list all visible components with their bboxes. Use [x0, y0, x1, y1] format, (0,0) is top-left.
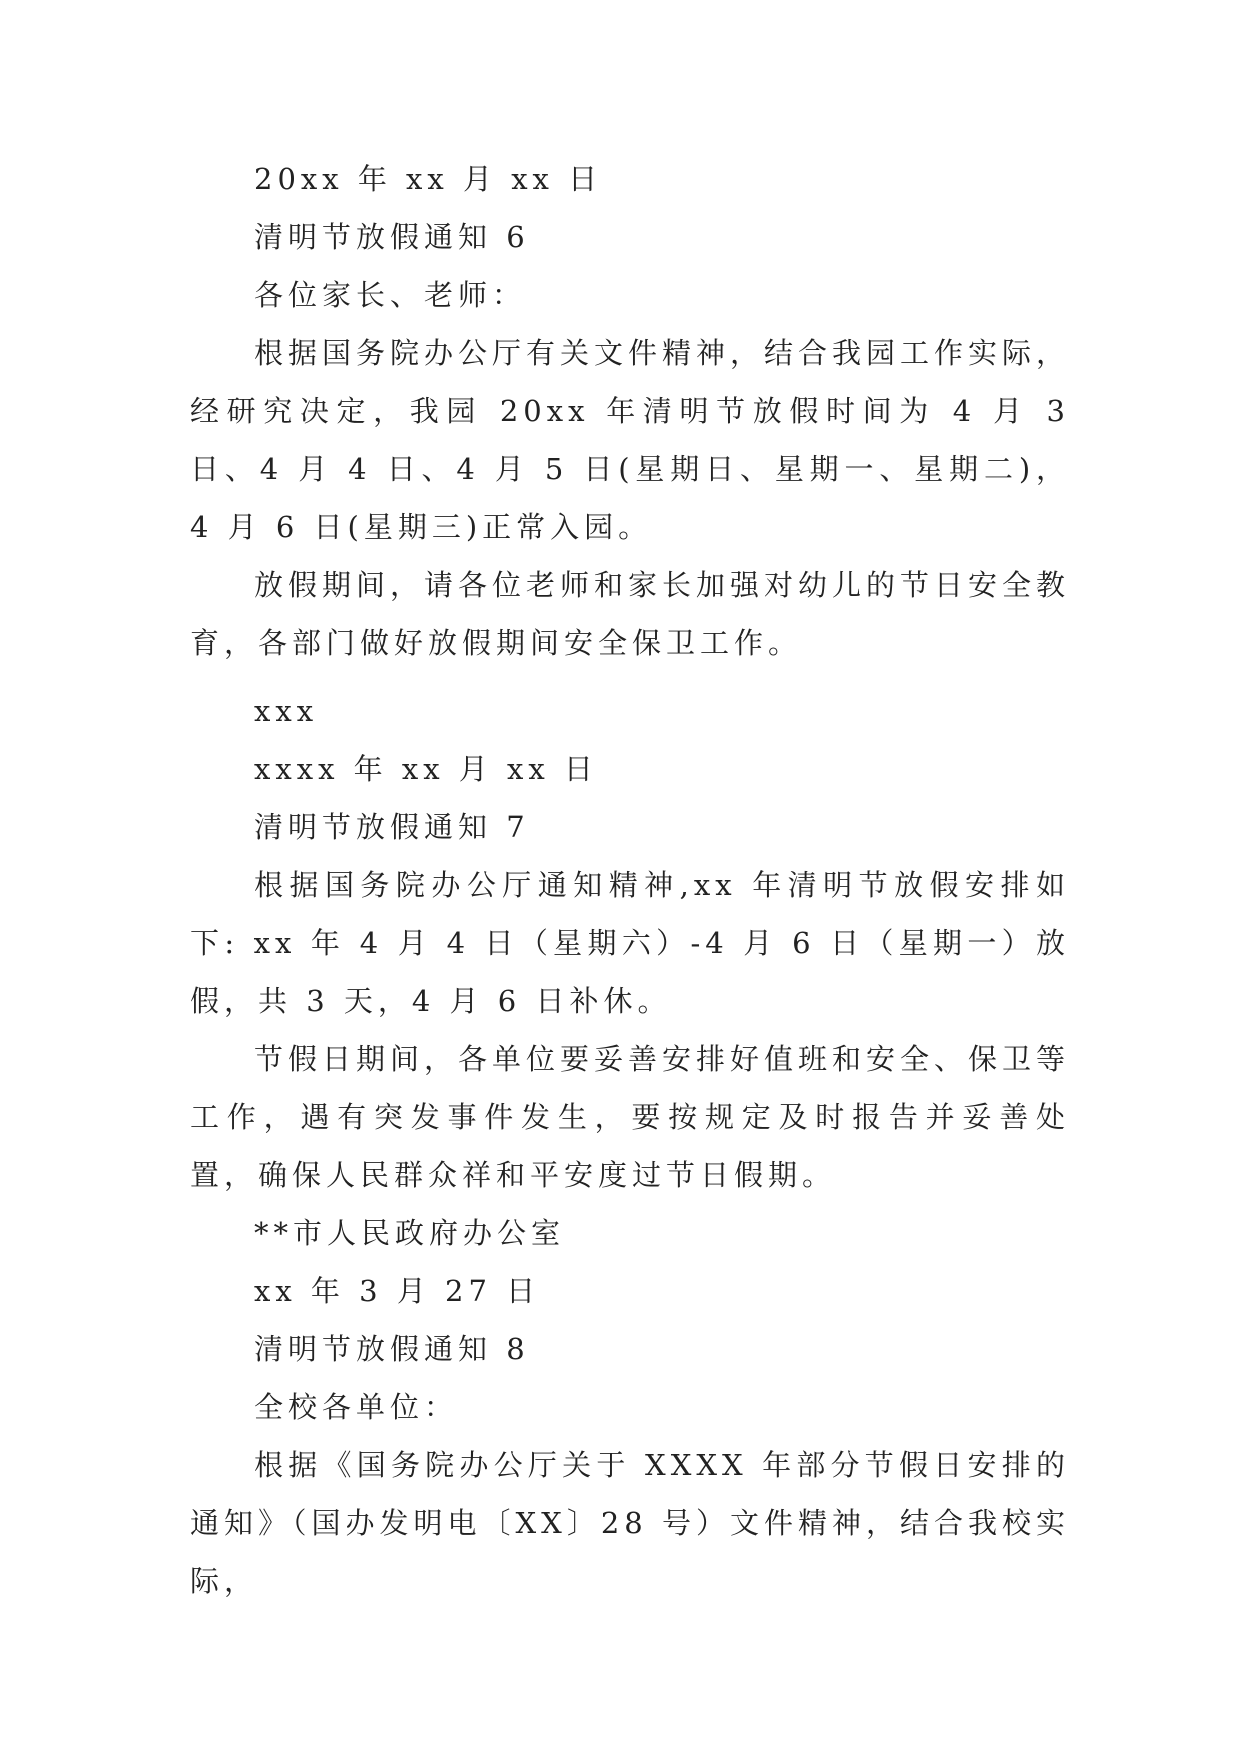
signature-line: xxx: [254, 694, 319, 728]
body-paragraph: 根据国务院办公厅通知精神,xx 年清明节放假安排如下: xx 年 4 月 4 日（星期六）-4 月 6 日（星期一）放假，共 3 天，4 月 6 日补休。: [190, 868, 1070, 1018]
date-line: xxxx 年 xx 月 xx 日: [254, 752, 598, 786]
greeting-line: 全校各单位：: [254, 1390, 459, 1424]
notice-title: 清明节放假通知 7: [254, 810, 530, 844]
body-paragraph: 放假期间，请各位老师和家长加强对幼儿的节日安全教育，各部门做好放假期间安全保卫工作。: [190, 568, 1071, 660]
body-paragraph: 根据《国务院办公厅关于 XXXX 年部分节假日安排的通知》（国办发明电〔XX〕28 号）文件精神，结合我校实际，: [190, 1448, 1070, 1598]
document-body: [190, 150, 1070, 1610]
notice-title: 清明节放假通知 8: [254, 1332, 530, 1366]
signature-line: **市人民政府办公室: [254, 1216, 566, 1250]
date-line: 20xx 年 xx 月 xx 日: [254, 162, 603, 196]
greeting-line: 各位家长、老师：: [254, 278, 527, 312]
notice-title: 清明节放假通知 6: [254, 220, 530, 254]
body-paragraph: 节假日期间，各单位要妥善安排好值班和安全、保卫等工作，遇有突发事件发生，要按规定及时报告并妥善处置，确保人民群众祥和平安度过节日假期。: [190, 1042, 1071, 1192]
body-paragraph: 根据国务院办公厅有关文件精神，结合我园工作实际，经研究决定，我园 20xx 年清明节放假时间为 4 月 3 日、4 月 4 日、4 月 5 日(星期日、星期一、星期二)，4 月 6 日(星期三)正常入园。: [190, 336, 1071, 544]
date-line: xx 年 3 月 27 日: [254, 1274, 541, 1308]
